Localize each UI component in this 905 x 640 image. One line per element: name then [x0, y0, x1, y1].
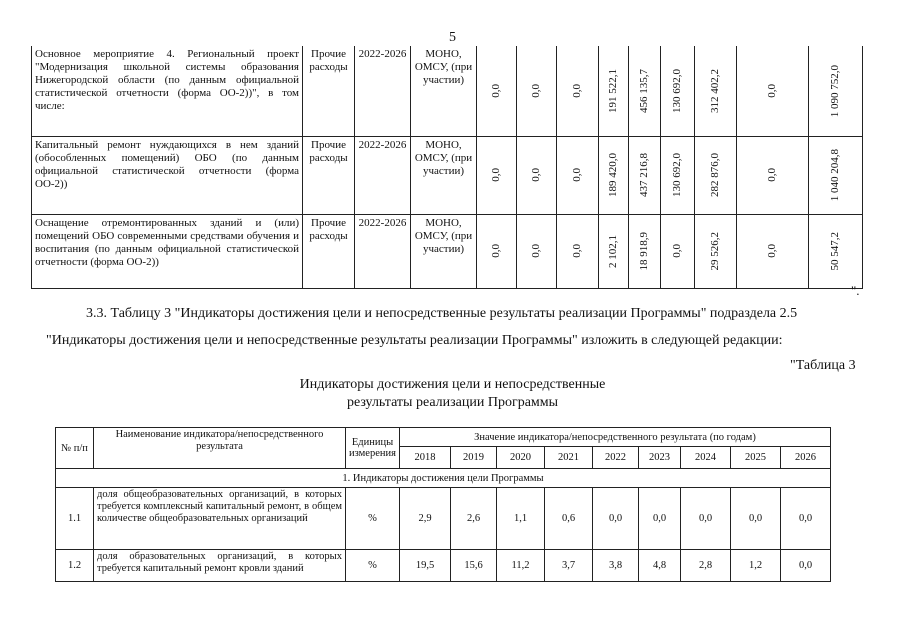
- header-year: 2021: [545, 447, 593, 469]
- funding-value: 0,0: [571, 168, 583, 182]
- indicator-value: 3,7: [545, 550, 593, 582]
- activity-row: [32, 214, 863, 288]
- funding-value-cell: [809, 46, 863, 136]
- activity-name: Оснащение отремонтированных зданий и (или) помещений ОБО современными средствами обучения и воспитания (по данным официальной статистической отчетности (форма ОО-2)): [32, 214, 303, 288]
- activity-executor: МОНО, ОМСУ, (при участии): [411, 214, 477, 288]
- funding-value-cell: [477, 214, 517, 288]
- header-year: 2019: [451, 447, 497, 469]
- indicator-row: [56, 488, 831, 550]
- funding-value-cell: [695, 214, 737, 288]
- funding-value-cell: [599, 136, 629, 214]
- funding-value: 0,0: [766, 168, 778, 182]
- funding-value-cell: [737, 46, 809, 136]
- indicator-unit: %: [346, 488, 400, 550]
- activity-name: Основное мероприятие 4. Региональный проект "Модернизация школьной системы образования Нижегородской области (по данным официальной статистической отчетности (форма ОО-2))", в том числе:: [32, 46, 303, 136]
- header-year: 2025: [731, 447, 781, 469]
- funding-value-cell: [477, 46, 517, 136]
- amendment-paragraph-line-1: 3.3. Таблицу 3 "Индикаторы достижения цели и непосредственные результаты реализации Программы" подраздела 2.5: [86, 306, 798, 321]
- funding-value-cell: [557, 214, 599, 288]
- funding-value: 1 040 204,8: [829, 148, 841, 202]
- funding-value: 0,0: [490, 168, 502, 182]
- funding-value-cell: [477, 136, 517, 214]
- funding-value-cell: [599, 214, 629, 288]
- activity-row: [32, 46, 863, 136]
- indicator-value: 1,2: [731, 550, 781, 582]
- funding-value: 0,0: [530, 83, 542, 98]
- indicator-value: 15,6: [451, 550, 497, 582]
- funding-value: 0,0: [571, 244, 583, 258]
- indicator-value: 0,0: [639, 488, 681, 550]
- header-num: № п/п: [56, 428, 94, 469]
- activity-executor: МОНО, ОМСУ, (при участии): [411, 136, 477, 214]
- indicator-row: [56, 550, 831, 582]
- funding-value: 29 526,2: [709, 231, 721, 271]
- funding-value-cell: [629, 214, 661, 288]
- funding-value-cell: [695, 136, 737, 214]
- activity-name: Капитальный ремонт нуждающихся в нем зданий (обособленных помещений) ОБО (по данным официальной статистической отчетности (форма ОО-2)): [32, 136, 303, 214]
- indicator-unit: %: [346, 550, 400, 582]
- header-unit: Единицы измерения: [346, 428, 400, 469]
- funding-value: 282 876,0: [709, 153, 721, 197]
- amendment-paragraph-line-2: "Индикаторы достижения цели и непосредственные результаты реализации Программы" изложить в следующей редакции:: [46, 333, 783, 348]
- indicator-value: 0,0: [781, 488, 831, 550]
- funding-value: 2 102,1: [607, 234, 619, 268]
- funding-value-cell: [629, 136, 661, 214]
- table-caption-line-1: Индикаторы достижения цели и непосредственные: [299, 377, 606, 392]
- indicator-value: 0,0: [593, 488, 639, 550]
- funding-value: 18 918,9: [638, 231, 650, 271]
- indicator-value: 4,8: [639, 550, 681, 582]
- activity-period: 2022-2026: [355, 136, 411, 214]
- indicator-value: 3,8: [593, 550, 639, 582]
- funding-value: 0,0: [571, 83, 583, 98]
- funding-value-cell: [629, 46, 661, 136]
- funding-value-cell: [809, 214, 863, 288]
- indicator-num: 1.2: [56, 550, 94, 582]
- funding-value-cell: [809, 136, 863, 214]
- activity-executor: МОНО, ОМСУ, (при участии): [411, 46, 477, 136]
- indicator-name: доля общеобразовательных организаций, в которых требуется комплексный капитальный ремонт, в общем количестве общеобразовательных организаций: [94, 488, 346, 550]
- funding-value: 50 547,2: [829, 231, 841, 271]
- expense-type: Прочие расходы: [303, 214, 355, 288]
- header-year: 2026: [781, 447, 831, 469]
- program-activities-table: [31, 46, 863, 289]
- header-indicator-name: Наименование индикатора/непосредственного результата: [94, 428, 346, 469]
- funding-value-cell: [661, 136, 695, 214]
- funding-value-cell: [517, 46, 557, 136]
- header-year: 2020: [497, 447, 545, 469]
- header-year: 2023: [639, 447, 681, 469]
- funding-value: 0,0: [671, 244, 683, 258]
- section-title: 1. Индикаторы достижения цели Программы: [56, 469, 831, 488]
- funding-value: 437 216,8: [638, 153, 650, 197]
- indicator-name: доля образовательных организаций, в которых требуется капитальный ремонт кровли зданий: [94, 550, 346, 582]
- funding-value: 0,0: [766, 83, 778, 98]
- indicator-value: 2,9: [400, 488, 451, 550]
- indicator-value: 0,6: [545, 488, 593, 550]
- funding-value: 456 135,7: [638, 68, 650, 113]
- indicator-num: 1.1: [56, 488, 94, 550]
- indicator-value: 0,0: [681, 488, 731, 550]
- funding-value: 1 090 752,0: [829, 64, 841, 117]
- page-number: 5: [449, 30, 456, 45]
- funding-value-cell: [557, 46, 599, 136]
- indicator-value: 2,6: [451, 488, 497, 550]
- indicators-table: [55, 427, 831, 582]
- table-caption-line-2: результаты реализации Программы: [346, 395, 559, 410]
- header-year: 2018: [400, 447, 451, 469]
- closing-quote: ".: [851, 283, 860, 298]
- funding-value: 191 522,1: [607, 68, 619, 113]
- indicator-value: 0,0: [781, 550, 831, 582]
- funding-value: 189 420,0: [607, 153, 619, 197]
- header-year: 2024: [681, 447, 731, 469]
- funding-value: 130 692,0: [671, 153, 683, 197]
- expense-type: Прочие расходы: [303, 46, 355, 136]
- funding-value-cell: [695, 46, 737, 136]
- funding-value-cell: [599, 46, 629, 136]
- expense-type: Прочие расходы: [303, 136, 355, 214]
- table-label: "Таблица 3: [790, 358, 856, 373]
- funding-value-cell: [557, 136, 599, 214]
- funding-value-cell: [517, 214, 557, 288]
- indicator-value: 1,1: [497, 488, 545, 550]
- activity-period: 2022-2026: [355, 214, 411, 288]
- section-row: [56, 469, 831, 488]
- indicator-value: 19,5: [400, 550, 451, 582]
- activity-period: 2022-2026: [355, 46, 411, 136]
- funding-value: 0,0: [530, 168, 542, 182]
- funding-value-cell: [737, 214, 809, 288]
- funding-value: 0,0: [490, 244, 502, 258]
- funding-value: 130 692,0: [671, 68, 683, 113]
- indicator-value: 2,8: [681, 550, 731, 582]
- indicator-value: 0,0: [731, 488, 781, 550]
- funding-value: 0,0: [766, 244, 778, 258]
- funding-value-cell: [661, 46, 695, 136]
- header-year: 2022: [593, 447, 639, 469]
- funding-value-cell: [661, 214, 695, 288]
- funding-value-cell: [517, 136, 557, 214]
- indicator-value: 11,2: [497, 550, 545, 582]
- funding-value: 0,0: [530, 244, 542, 258]
- funding-value-cell: [737, 136, 809, 214]
- activity-row: [32, 136, 863, 214]
- header-values: Значение индикатора/непосредственного результата (по годам): [400, 428, 831, 447]
- funding-value: 312 402,2: [709, 68, 721, 113]
- funding-value: 0,0: [490, 83, 502, 98]
